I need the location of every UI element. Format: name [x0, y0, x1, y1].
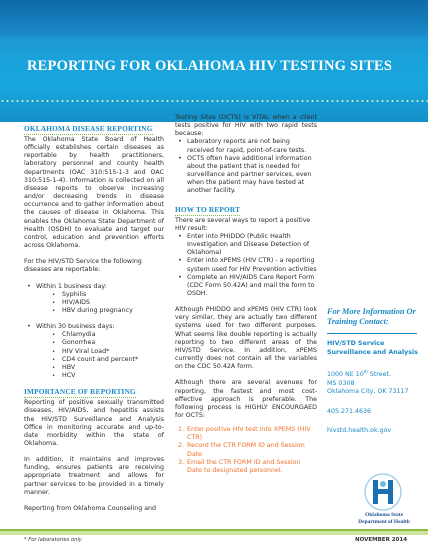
page-title: REPORTING FOR OKLAHOMA HIV TESTING SITES: [27, 58, 393, 74]
list-item: 1. Enter positive HIV test into XPEMS (HIV CTR): [175, 426, 317, 442]
how-to-report-heading: HOW TO REPORT: [175, 204, 241, 214]
because-list: [175, 138, 317, 195]
importance-paragraph-1: Reporting of positive sexually transmitted diseases, HIV/AIDS, and hepatitis assists the HIV/STD Surveillance and Analysis Office in monitoring accurate and up-to-date morbidity within the state of Oklahoma.: [24, 399, 164, 447]
footer-band: [0, 531, 428, 535]
list-item: • Gonorrhea: [48, 339, 164, 347]
contact-org-line-2: Surveillance and Analysis: [327, 348, 418, 356]
header-banner: [0, 0, 428, 122]
left-column: [24, 124, 164, 513]
list-item: • HIV Viral Load*: [48, 348, 164, 356]
list-item: • Laboratory reports are not being received for rapid, point-of-care tests.: [175, 138, 317, 154]
publication-date: NOVEMBER 2014: [355, 537, 408, 543]
disease-reporting-heading: OKLAHOMA DISEASE REPORTING: [24, 124, 153, 133]
reporting-timeframes-list: [24, 283, 164, 381]
list-item: • HCV: [48, 372, 164, 380]
contact-website-link[interactable]: hivstd.health.ok.gov: [327, 427, 392, 435]
banner-top-band: [0, 0, 428, 36]
list-item: • HBV during pregnancy: [48, 307, 164, 315]
thirty-day-disease-list: [36, 331, 164, 380]
list-item: • OCTS often have additional information about the patient that is needed for surveillance and partner services, even when the patient may have tested at another facility.: [175, 155, 317, 196]
list-item: • Chlamydia: [48, 331, 164, 339]
banner-dotted-divider: [0, 99, 428, 103]
contact-address-line-3: Oklahoma City, OK 73117: [327, 388, 409, 396]
osdh-logo-text: Oklahoma State Department of Health: [358, 512, 410, 525]
list-item: • HIV/AIDS: [48, 299, 164, 307]
contact-sidebar: [327, 112, 425, 436]
laboratory-footnote: * For laboratories only: [24, 537, 82, 543]
octs-intro-paragraph: Testing Sites (OCTS) is VITAL when a client tests positive for HIV with two rapid tests because:: [175, 114, 317, 138]
contact-phone: 405.271.4636: [327, 407, 372, 415]
list-item: 2. Record the CTR FORM ID and Session Date: [175, 442, 317, 458]
contact-heading: For More Information Or Training Contact:: [327, 307, 416, 326]
list-item: • CD4 count and percent*: [48, 356, 164, 364]
contact-org-line-1: HIV/STD Service: [327, 340, 385, 347]
list-item: • HBV: [48, 364, 164, 372]
contact-address-line-2: MS 0308: [327, 379, 355, 387]
disease-reporting-paragraph-2: For the HIV/STD Service the following diseases are reportable:: [24, 258, 142, 274]
list-item: • Within 1 business day: • Syphilis • HIV/AIDS • HBV during pregnancy: [24, 283, 164, 316]
one-day-disease-list: [36, 291, 164, 315]
reporting-methods-list: [175, 233, 317, 298]
list-item: • Enter into PHIDDO (Public Health Investigation and Disease Detection of Oklahoma): [175, 233, 317, 257]
list-item: • Complete an HIV/AIDS Care Report Form (CDC Form 50.42A) and mail the form to OSDH.: [175, 274, 317, 298]
list-item: • Syphilis: [48, 291, 164, 299]
disease-reporting-paragraph-1: The Oklahoma State Board of Health officially establishes certain diseases as reportable by health practitioners, laboratory personnel and county health departments (OAC 310:515-1-3 and OAC 310:515-1-4). Information is collected on all disease reports to observe increasing and/or decreasing trends in disease occurrence and to gather information about the causes of disease in Oklahoma. This enables the Oklahoma State Department of Health (OSDH) to evaluate and target our control, education and prevention efforts across Oklahoma.: [24, 136, 164, 250]
contact-address-line-1: 1000 NE 10th Street,: [327, 369, 391, 379]
list-item: • Enter into xPEMS (HIV CTR) - a reporting system used for HIV Prevention activities: [175, 257, 317, 273]
importance-paragraph-3: Reporting from Oklahoma Counseling and: [24, 504, 157, 512]
osdh-logo-icon: [358, 468, 408, 518]
how-to-report-intro: There are several ways to report a positive HIV result:: [175, 216, 311, 232]
encouraged-steps-list: [175, 426, 317, 475]
importance-paragraph-2: In addition, it maintains and improves funding, ensures patients are receiving appropriate treatment and allows for partner services to be provided in a timely manner.: [24, 456, 164, 496]
list-item: • Within 30 business days: • Chlamydia • Gonorrhea • HIV Viral Load* • CD4 count and percent* • HBV • HCV: [24, 323, 164, 380]
importance-heading: IMPORTANCE OF REPORTING: [24, 387, 136, 397]
middle-column: [175, 114, 317, 475]
process-paragraph: Although there are several avenues for reporting, the fastest and most cost-effective approach is preferable. The following process is HIGHLY ENCOURGAED for OCTS:: [175, 379, 317, 419]
list-item: 3. Email the CTR FORM ID and Session Date to designated personnel.: [175, 459, 317, 475]
contact-divider: [327, 333, 417, 334]
phiddo-xpems-paragraph: Although PHIDDO and xPEMS (HIV CTR) look very similar, they are actually two different systems used for two different purposes. What seems like double reporting is actually reporting to two different areas of the HIV/STD Service. In addition, xPEMS currently does not contain all the variables on the CDC 50.42A form.: [175, 306, 317, 371]
